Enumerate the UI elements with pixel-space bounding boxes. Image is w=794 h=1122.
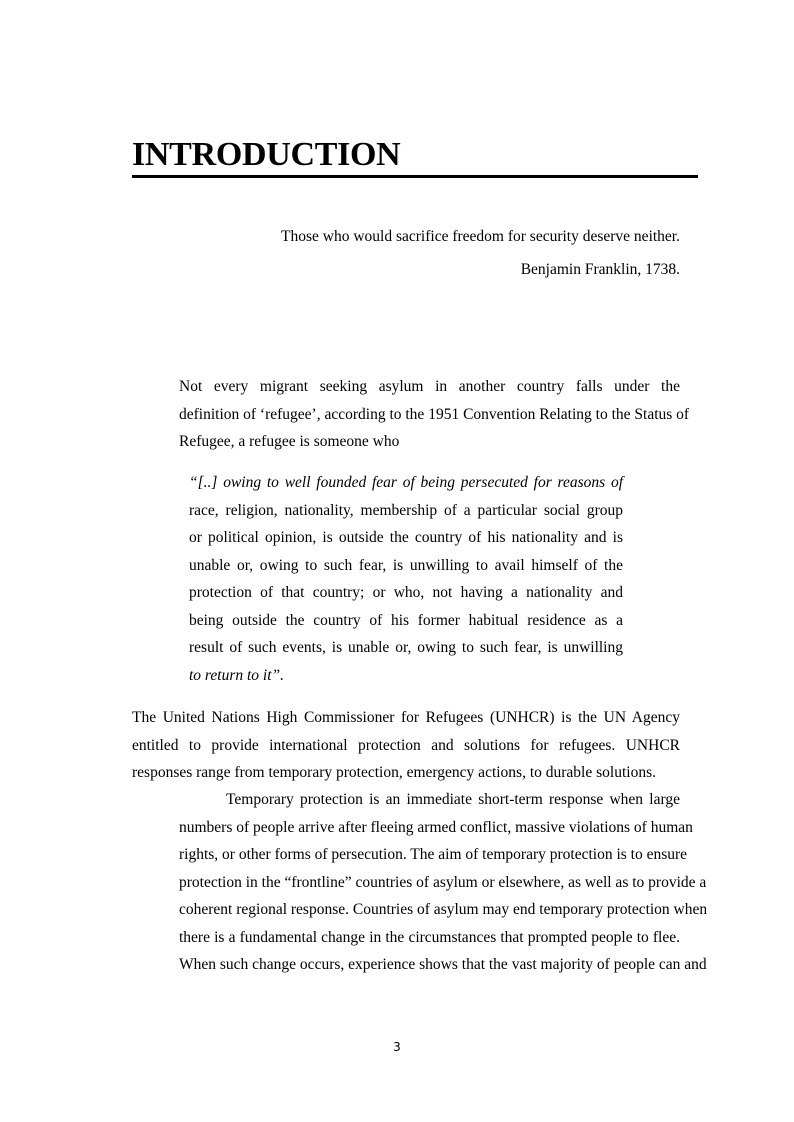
paragraph-2-line: The United Nations High Commissioner for Refugees (UNHCR) is the UN Agency xyxy=(132,709,680,726)
convention-quote xyxy=(189,469,623,689)
paragraph-1-line: Refugee, a refugee is someone who xyxy=(179,433,400,450)
paragraph-3-line: there is a fundamental change in the circumstances that prompted people to flee. xyxy=(179,928,680,946)
paragraph-3-line: Temporary protection is an immediate short-term response when large xyxy=(226,791,680,808)
quote-line: or political opinion, is outside the country of his nationality and is xyxy=(189,529,623,546)
paragraph-3-line: coherent regional response. Countries of asylum may end temporary protection when xyxy=(179,901,708,918)
quote-line: protection of that country; or who, not having a nationality and xyxy=(189,584,623,601)
page-number: 3 xyxy=(393,1040,401,1054)
paragraph-1-line: definition of ‘refugee’, according to the 1951 Convention Relating to the Status of xyxy=(179,405,690,423)
quote-line: to return to it”. xyxy=(189,666,285,684)
quote-line: race, religion, nationality, membership of a particular social group xyxy=(189,501,623,519)
epigraph-quote: Those who would sacrifice freedom for security deserve neither. xyxy=(281,228,680,245)
paragraph-2-line: responses range from temporary protection, emergency actions, to durable solutions. xyxy=(132,764,656,781)
quote-line: being outside the country of his former habitual residence as a xyxy=(189,611,623,629)
paragraph-3 xyxy=(132,786,708,979)
paragraph-3-line: numbers of people arrive after fleeing armed conflict, massive violations of human xyxy=(179,818,693,836)
quote-line: “[..] owing to well founded fear of being persecuted for reasons of xyxy=(189,474,623,491)
quote-line: unable or, owing to such fear, is unwilling to avail himself of the xyxy=(189,556,623,574)
paragraph-2 xyxy=(132,704,680,787)
paragraph-3-line: rights, or other forms of persecution. The aim of temporary protection is to ensure xyxy=(179,846,688,863)
paragraph-2-line: entitled to provide international protection and solutions for refugees. UNHCR xyxy=(132,736,680,754)
epigraph-attribution: Benjamin Franklin, 1738. xyxy=(520,261,680,278)
paragraph-1 xyxy=(132,373,690,456)
paragraph-1-line: Not every migrant seeking asylum in another country falls under the xyxy=(179,378,680,395)
paragraph-3-line: When such change occurs, experience shows that the vast majority of people can and xyxy=(179,956,707,973)
paragraph-3-line: protection in the “frontline” countries of asylum or elsewhere, as well as to provide a xyxy=(179,873,707,891)
quote-line: result of such events, is unable or, owing to such fear, is unwilling xyxy=(189,639,623,656)
chapter-heading: INTRODUCTION xyxy=(132,135,698,178)
